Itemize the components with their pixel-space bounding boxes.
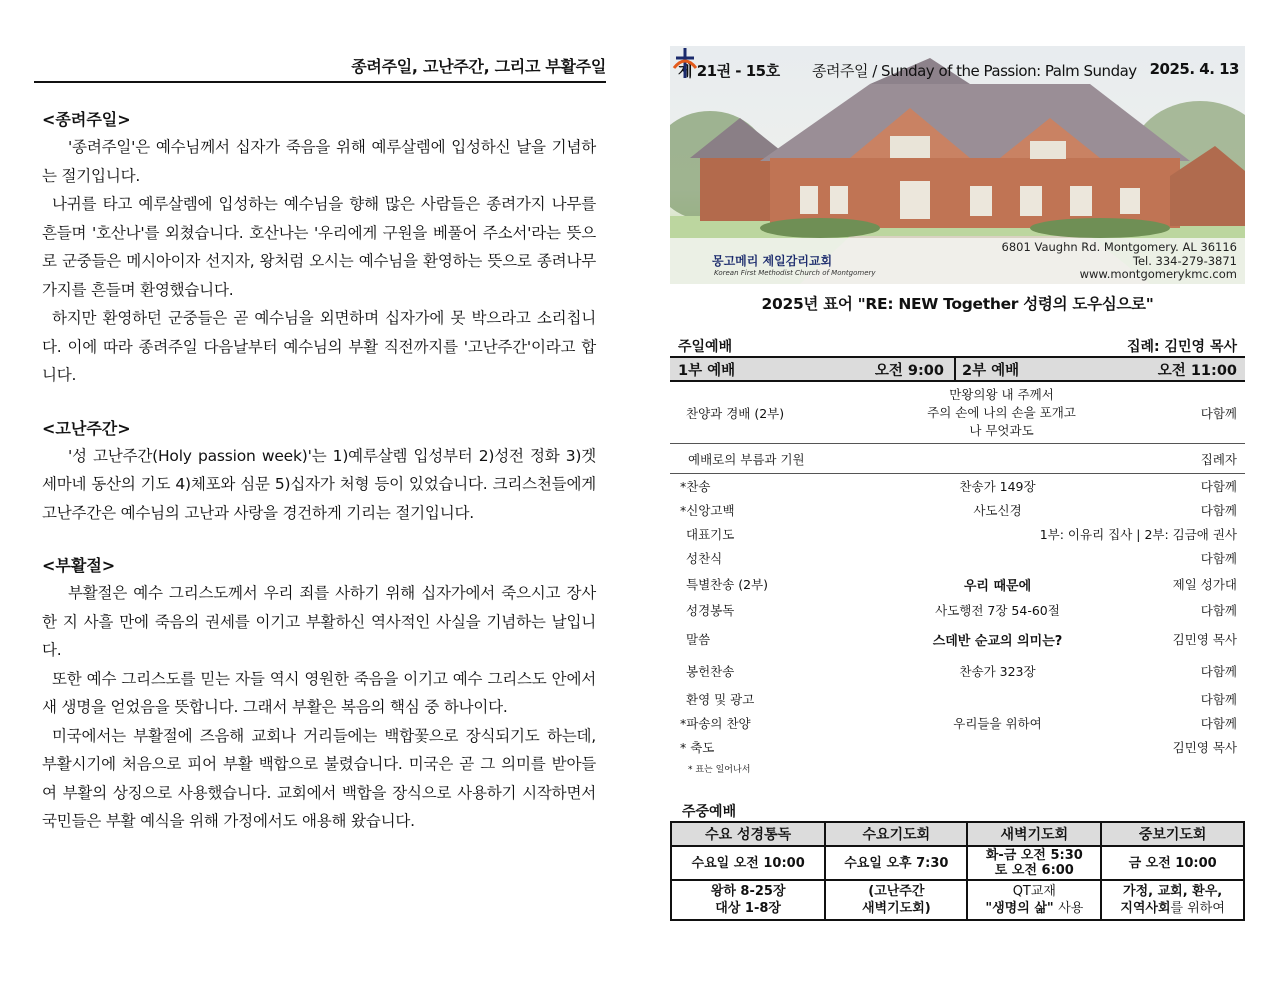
first-service-time: 오전 9:00	[874, 362, 944, 379]
order-performer: 다함께	[1200, 405, 1237, 421]
order-performer: 김민영 목사	[1172, 740, 1237, 755]
order-row	[678, 474, 1237, 498]
order-content: 찬송가 149장	[959, 479, 1036, 494]
occasion-title: 종려주일 / Sunday of the Passion: Palm Sunday	[812, 62, 1137, 80]
church-logo-icon	[670, 46, 700, 80]
sunday-service-header	[670, 336, 1245, 356]
article-column	[34, 54, 606, 836]
order-label: 성경봉독	[686, 603, 735, 618]
order-label: *찬송	[680, 479, 711, 494]
order-performer: 다함께	[1200, 479, 1237, 494]
order-content: 사도행전 7장 54-60절	[935, 603, 1060, 618]
cell-line: (고난주간	[868, 884, 925, 899]
praise-song: 나 무엇과도	[969, 422, 1034, 438]
cell-line: QT교재	[1012, 884, 1056, 899]
order-row	[678, 522, 1237, 546]
table-cell	[825, 880, 967, 920]
church-phone: Tel. 334-279-3871	[1132, 254, 1237, 268]
order-label: *파송의 찬양	[680, 716, 751, 731]
cell-text: 를 위하여	[1170, 901, 1225, 916]
paragraph: 미국에서는 부활절에 즈음해 교회나 거리들에는 백합꽃으로 장식되기도 하는데, 부활시기에 처음으로 피어 부활 백합으로 불렸습니다. 미국은 곧 그 의미를 받아들여 부활의 상징으로 사용했습니다. 교회에서 백합을 장식으로 사용하기 시작하면서 국민들은 부활 예식을 위해 가정에서도 애용해 왔습니다.	[42, 726, 596, 830]
paragraph: '종려주일'은 예수님께서 십자가 죽음을 위해 예루살렘에 입성하신 날을 기념하는 절기입니다.	[42, 138, 596, 185]
section-heading-easter: <부활절>	[42, 556, 116, 575]
table-cell: 수요일 오후 7:30	[825, 846, 967, 880]
order-row	[678, 546, 1237, 570]
church-banner	[670, 46, 1245, 284]
order-performer: 다함께	[1200, 551, 1237, 566]
table-cell	[671, 880, 825, 920]
cell-line: 화-금 오전 5:30	[985, 848, 1083, 863]
order-label: 특별찬송 (2부)	[686, 577, 769, 592]
table-header: 수요기도회	[825, 822, 967, 846]
cell-line: 가정, 교회, 환우,	[1123, 884, 1223, 899]
table-row	[671, 880, 1244, 920]
section-heading-passion-week: <고난주간>	[42, 418, 131, 438]
table-header: 중보기도회	[1101, 822, 1244, 846]
paragraph: 나귀를 타고 예루살렘에 입성하는 예수님을 향해 많은 사람들은 종려가지 나무를 흔들며 '호산나'를 외쳤습니다. 호산나는 '우리에게 구원을 베풀어 주소서'라는 뜻으로 군중들은 메시아이자 선지자, 왕처럼 오시는 예수님을 환영하는 뜻으로 종려나무 가지를 흔들며 환영했습니다.	[42, 195, 596, 299]
order-row	[678, 656, 1237, 686]
cell-line: 대상 1-8장	[715, 901, 781, 916]
praise-worship-row	[670, 382, 1245, 444]
call-to-worship-row	[670, 444, 1245, 474]
order-content: 스데반 순교의 의미는?	[932, 633, 1063, 649]
cell-line: 왕하 8-25장	[710, 884, 786, 899]
order-label: * 축도	[680, 740, 715, 755]
praise-song: 만왕의왕 내 주께서	[949, 386, 1054, 402]
order-label: *신앙고백	[680, 503, 735, 518]
service-leader: 집례: 김민영 목사	[1126, 339, 1237, 355]
order-performer: 다함께	[1200, 603, 1237, 618]
praise-songs	[846, 386, 1157, 440]
order-label: 봉헌찬송	[686, 664, 735, 679]
table-row	[671, 846, 1244, 880]
order-row	[678, 686, 1237, 712]
weekday-service-table	[670, 821, 1245, 921]
order-row	[678, 712, 1237, 734]
paragraph: 하지만 환영하던 군중들은 곧 예수님을 외면하며 십자가에 못 박으라고 소리칩니다. 이에 따라 종려주일 다음날부터 예수님의 부활 직전까지를 '고난주간'이라고 합니다.	[42, 309, 596, 384]
table-header: 새벽기도회	[967, 822, 1101, 846]
order-row	[678, 622, 1237, 656]
church-website: www.montgomerykmc.com	[1079, 267, 1237, 281]
year-motto: 2025년 표어 "RE: NEW Together 성령의 도우심으로"	[761, 295, 1154, 313]
order-label: 환영 및 광고	[686, 692, 755, 707]
order-performer: 1부: 이유리 집사 | 2부: 김금애 권사	[1039, 527, 1237, 542]
table-cell: 금 오전 10:00	[1101, 846, 1244, 880]
table-cell: 수요일 오전 10:00	[671, 846, 825, 880]
bulletin-date: 2025. 4. 13	[1149, 60, 1239, 78]
order-row	[678, 498, 1237, 522]
weekday-service-title: 주중예배	[682, 804, 737, 820]
order-content: 우리 때문에	[963, 578, 1032, 594]
order-label: 찬양과 경배 (2부)	[686, 405, 785, 421]
order-label: 말씀	[686, 632, 711, 647]
church-name: 몽고메리 제일감리교회	[712, 254, 833, 268]
first-service-label: 1부 예배	[678, 362, 736, 379]
standing-note: * 표는 일어나서	[688, 765, 751, 775]
article-title: 종려주일, 고난주간, 그리고 부활주일	[34, 54, 606, 83]
second-service-label: 2부 예배	[962, 362, 1020, 379]
table-cell	[1101, 880, 1244, 920]
table-header-row	[671, 822, 1244, 846]
order-label: 대표기도	[686, 527, 735, 542]
order-row	[678, 598, 1237, 622]
order-content: 사도신경	[973, 503, 1022, 518]
order-performer: 다함께	[1200, 716, 1237, 731]
order-performer: 제일 성가대	[1172, 577, 1237, 592]
order-performer: 다함께	[1200, 692, 1237, 707]
order-label: 성찬식	[686, 551, 723, 566]
order-row	[678, 734, 1237, 760]
bulletin-column	[670, 46, 1245, 921]
order-performer: 김민영 목사	[1172, 632, 1237, 647]
service-times-bar	[670, 356, 1245, 382]
cell-text: 사용	[1058, 901, 1084, 916]
paragraph: '성 고난주간(Holy passion week)'는 1)예루살렘 입성부터 2)성전 정화 3)겟세마네 동산의 기도 4)체포와 심문 5)십자가 처형 등이 있었습니다. 크리스천들에게 고난주간은 예수님의 고난과 사랑을 경건하게 기리는 절기입니다.	[42, 446, 596, 522]
cell-line: 토 오전 6:00	[994, 863, 1074, 878]
issue-number: 제 21권 - 15호	[678, 62, 780, 80]
order-performer: 다함께	[1200, 664, 1237, 679]
order-performer: 집례자	[1200, 451, 1237, 467]
cell-text: "생명의 삶"	[985, 901, 1054, 916]
cell-line: 새벽기도회)	[861, 901, 931, 916]
order-content: 찬송가 323장	[959, 664, 1036, 679]
order-performer: 다함께	[1200, 503, 1237, 518]
table-header: 수요 성경통독	[671, 822, 825, 846]
order-of-worship	[670, 474, 1245, 775]
table-cell	[967, 846, 1101, 880]
cell-text: 지역사회	[1120, 901, 1171, 916]
order-content: 우리들을 위하여	[953, 716, 1042, 731]
order-label: 예배로의 부름과 기원	[688, 451, 805, 467]
section-heading-palm-sunday: <종려주일>	[42, 110, 131, 129]
table-cell	[967, 880, 1101, 920]
church-address: 6801 Vaughn Rd. Montgomery. AL 36116	[1001, 240, 1237, 254]
second-service-time: 오전 11:00	[1157, 362, 1237, 379]
order-row	[678, 570, 1237, 598]
sunday-service-title: 주일예배	[678, 339, 733, 355]
paragraph: 부활절은 예수 그리스도께서 우리 죄를 사하기 위해 십자가에서 죽으시고 장사한 지 사흘 만에 죽음의 권세를 이기고 부활하신 역사적인 사실을 기념하는 날입니다.	[42, 584, 597, 659]
praise-song: 주의 손에 나의 손을 포개고	[927, 404, 1076, 420]
paragraph: 또한 예수 그리스도를 믿는 자들 역시 영원한 죽음을 이기고 예수 그리스도 안에서 새 생명을 얻었음을 뜻합니다. 그래서 부활은 복음의 핵심 중 하나이다.	[42, 669, 596, 716]
church-name-english: Korean First Methodist Church of Montgomery	[714, 269, 876, 277]
